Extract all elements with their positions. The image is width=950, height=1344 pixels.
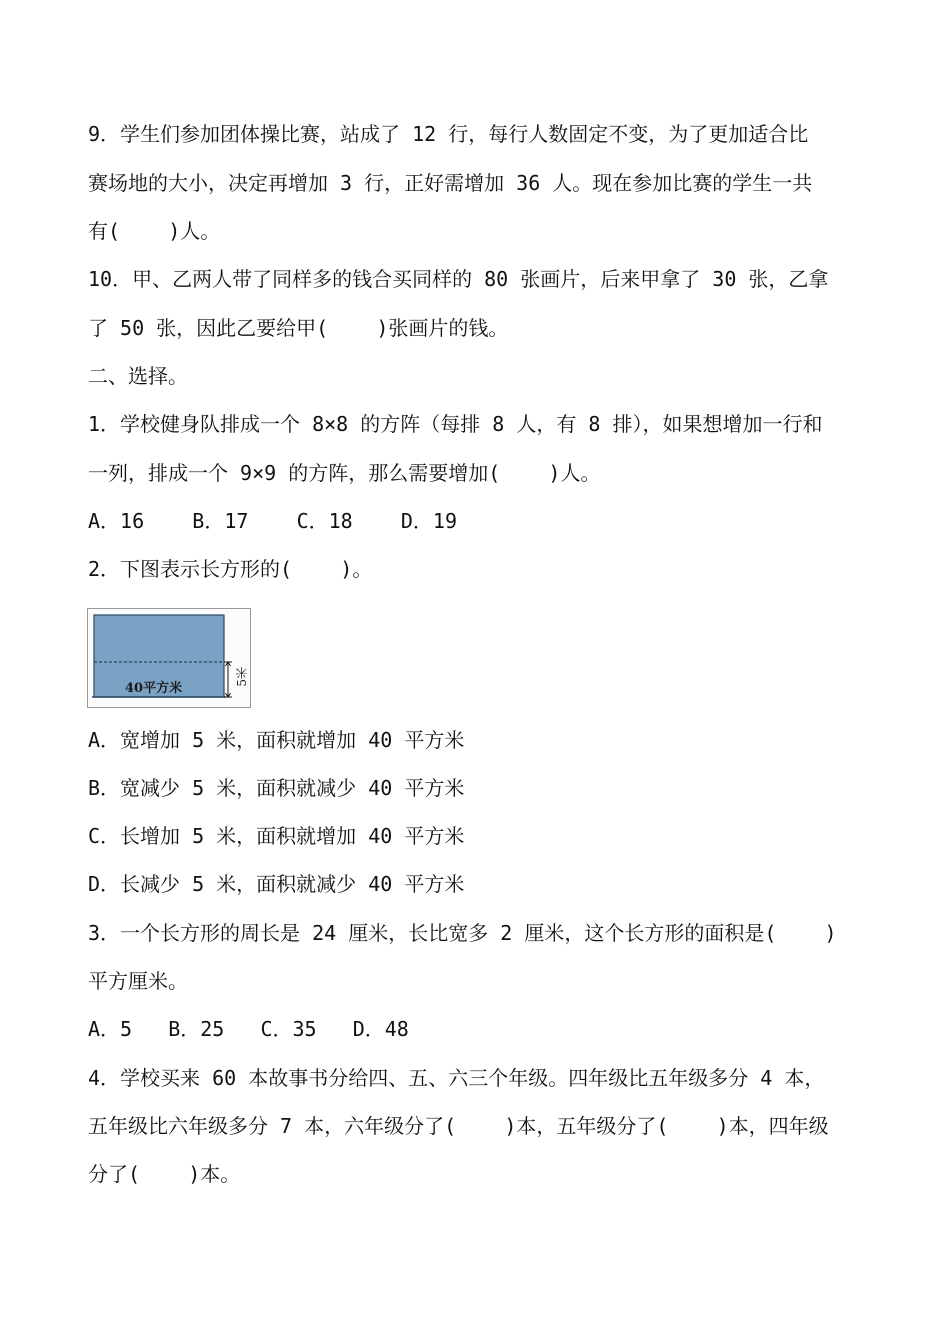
choice-1-options: A．16 B．17 C．18 D．19 bbox=[88, 509, 457, 533]
choice-4-line-1: 4．学校买来 60 本故事书分给四、五、六三个年级。四年级比五年级多分 4 本， bbox=[88, 1066, 825, 1090]
choice-3-line-2: 平方厘米。 bbox=[88, 969, 188, 993]
choice-2-option-b: B．宽减少 5 米，面积就减少 40 平方米 bbox=[88, 776, 465, 800]
dimension-label: 5米 bbox=[235, 667, 249, 687]
choice-3-options: A．5 B．25 C．35 D．48 bbox=[88, 1017, 409, 1041]
question-9-line-2: 赛场地的大小，决定再增加 3 行，正好需增加 36 人。现在参加比赛的学生一共 bbox=[88, 171, 813, 195]
rectangle-figure bbox=[87, 608, 251, 708]
question-10-line-1: 10．甲、乙两人带了同样多的钱合买同样的 80 张画片，后来甲拿了 30 张，乙拿 bbox=[88, 267, 829, 291]
question-10-line-2: 了 50 张，因此乙要给甲( )张画片的钱。 bbox=[88, 316, 509, 340]
choice-2-line-1: 2．下图表示长方形的( )。 bbox=[88, 557, 373, 581]
choice-3-line-1: 3．一个长方形的周长是 24 厘米，长比宽多 2 厘米，这个长方形的面积是( ) bbox=[88, 921, 837, 945]
choice-2-option-c: C．长增加 5 米，面积就增加 40 平方米 bbox=[88, 824, 465, 848]
choice-1-line-2: 一列，排成一个 9×9 的方阵，那么需要增加( )人。 bbox=[88, 461, 601, 485]
question-9-line-1: 9．学生们参加团体操比赛，站成了 12 行，每行人数固定不变，为了更加适合比 bbox=[88, 122, 809, 146]
choice-2-option-d: D．长减少 5 米，面积就减少 40 平方米 bbox=[88, 872, 465, 896]
choice-4-line-2: 五年级比六年级多分 7 本，六年级分了( )本，五年级分了( )本，四年级 bbox=[88, 1114, 829, 1138]
choice-2-option-a: A．宽增加 5 米，面积就增加 40 平方米 bbox=[88, 728, 465, 752]
section-2-heading: 二、选择。 bbox=[88, 364, 188, 388]
choice-4-line-3: 分了( )本。 bbox=[88, 1162, 241, 1186]
question-9-line-3: 有( )人。 bbox=[88, 219, 221, 243]
choice-1-line-1: 1．学校健身队排成一个 8×8 的方阵（每排 8 人，有 8 排），如果想增加一行和 bbox=[88, 412, 823, 436]
area-label: 40平方米 bbox=[125, 681, 183, 696]
